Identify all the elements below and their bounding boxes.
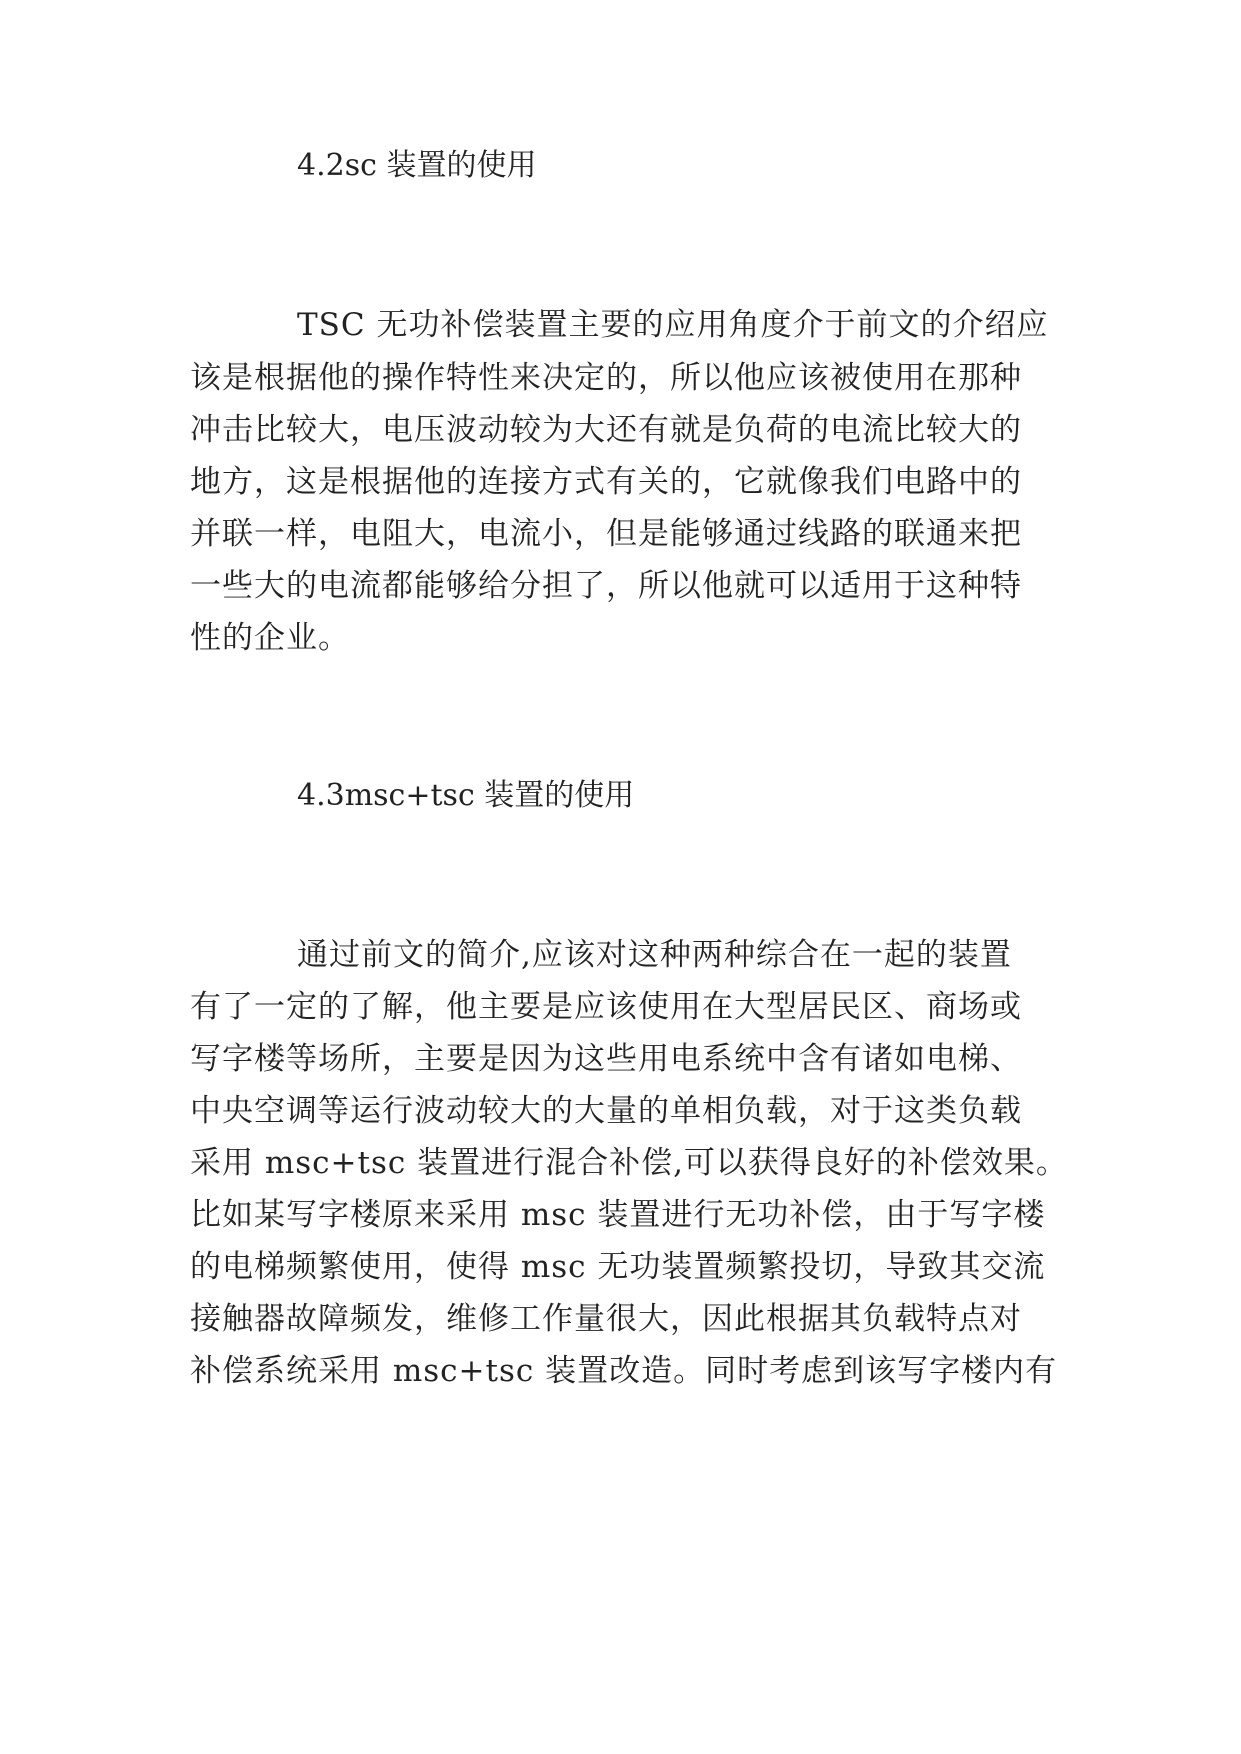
paragraph-line: 并联一样，电阻大，电流小，但是能够通过线路的联通来把	[190, 516, 1022, 552]
paragraph-line: TSC 无功补偿装置主要的应用角度介于前文的介绍应	[297, 307, 1049, 343]
paragraph-line: 一些大的电流都能够给分担了，所以他就可以适用于这种特	[190, 568, 1022, 604]
section-heading-4-2: 4.2sc 装置的使用	[297, 148, 537, 183]
paragraph-line: 的电梯频繁使用，使得 msc 无功装置频繁投切，导致其交流	[190, 1249, 1046, 1285]
paragraph-line: 地方，这是根据他的连接方式有关的，它就像我们电路中的	[190, 464, 1022, 500]
paragraph-line: 通过前文的简介,应该对这种两种综合在一起的装置	[297, 937, 1012, 973]
paragraph-line: 中央空调等运行波动较大的大量的单相负载，对于这类负载	[190, 1093, 1022, 1129]
paragraph-line: 写字楼等场所，主要是因为这些用电系统中含有诸如电梯、	[190, 1041, 1022, 1077]
paragraph-line: 采用 msc+tsc 装置进行混合补偿,可以获得良好的补偿效果。	[190, 1145, 1068, 1181]
paragraph-line: 有了一定的了解，他主要是应该使用在大型居民区、商场或	[190, 989, 1022, 1025]
paragraph-line: 补偿系统采用 msc+tsc 装置改造。同时考虑到该写字楼内有	[190, 1353, 1058, 1389]
section-heading-4-3: 4.3msc+tsc 装置的使用	[297, 778, 635, 813]
paragraph-line: 冲击比较大，电压波动较为大还有就是负荷的电流比较大的	[190, 412, 1022, 448]
paragraph-line: 比如某写字楼原来采用 msc 装置进行无功补偿，由于写字楼	[190, 1197, 1046, 1233]
paragraph-line: 该是根据他的操作特性来决定的，所以他应该被使用在那种	[190, 360, 1022, 396]
paragraph-line: 接触器故障频发，维修工作量很大，因此根据其负载特点对	[190, 1301, 1022, 1337]
paragraph-line: 性的企业。	[190, 620, 350, 656]
